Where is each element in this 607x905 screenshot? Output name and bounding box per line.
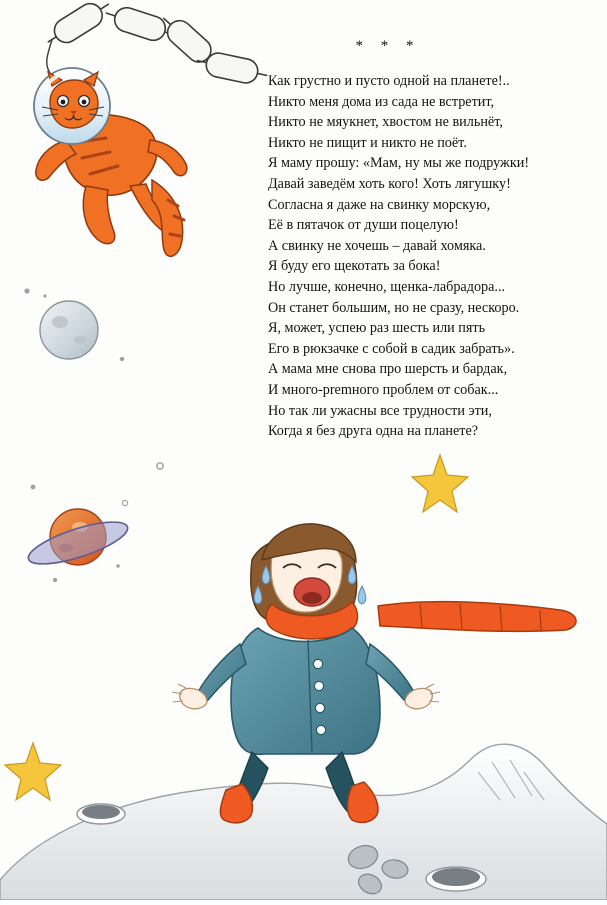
girl-boot-left-icon: [220, 784, 252, 823]
grey-moonlet-icon: [40, 301, 98, 359]
coat-buttons-icon: [313, 659, 325, 734]
crying-girl-icon: [172, 524, 576, 823]
girl-coat-icon: [231, 628, 380, 754]
girl-hand-left-icon: [180, 688, 207, 708]
poem-line: Когда я без друга одна на планете?: [268, 423, 479, 440]
moon-surface-icon: [0, 744, 607, 900]
poem-line: Но так ли ужасны все трудности эти,: [268, 402, 492, 419]
poem-line: Но лучше, конечно, щенка-лабрадора...: [268, 278, 506, 295]
sausage-chain-icon: [41, 0, 269, 87]
poem-lines: [268, 71, 598, 442]
poem-line: Я, может, успею раз шесть или пять: [268, 320, 486, 337]
poem-line: Как грустно и пусто одной на планете!..: [268, 73, 510, 89]
space-cat-astronaut-icon: [34, 68, 187, 256]
star-left-bottom-icon: [5, 743, 61, 800]
crying-mouth-icon: [294, 578, 330, 606]
star-large-right-icon: [412, 455, 468, 512]
poem-line: Никто не мяукнет, хвостом не вильнёт,: [268, 114, 503, 131]
poem-block: [268, 38, 598, 442]
poem-line: Её в пятачок от души поцелую!: [268, 217, 459, 234]
poem-line: А мама мне снова про шерсть и бардак,: [268, 361, 508, 378]
poem-line: Его в рюкзачке с собой в садик забрать».: [268, 340, 515, 357]
poem-line: А свинку не хочешь – давай хомяка.: [268, 237, 486, 254]
tears-icon: [254, 566, 366, 604]
poem-line: Согласна я даже на свинку морскую,: [268, 196, 491, 213]
poem-line: Никто не пищит и никто не поёт.: [268, 134, 467, 151]
ringed-planet-icon: [24, 509, 132, 572]
girl-hand-right-icon: [405, 688, 432, 708]
poem-separator: * * *: [355, 38, 421, 54]
space-dust-icon: [24, 288, 163, 582]
poem-line: Я буду его щекотать за бока!: [268, 258, 441, 275]
moon-rocks-icon: [345, 842, 409, 898]
poem-line: Никто меня дома из сада не встретит,: [268, 93, 495, 110]
poem-line: Он станет большим, но не сразу, нескоро.: [268, 299, 520, 316]
poem-line: И много-premного проблем от собак...: [268, 381, 499, 398]
cat-helmet-icon: [34, 68, 110, 144]
poem-line: Я маму прошу: «Мам, ну мы же подружки!: [268, 155, 530, 172]
girl-scarf-icon: [378, 602, 576, 632]
crater-icon: [426, 867, 486, 891]
crater-icon: [77, 804, 125, 824]
girl-boot-right-icon: [348, 782, 379, 822]
poem-line: Давай заведём хоть кого! Хоть лягушку!: [268, 175, 511, 192]
